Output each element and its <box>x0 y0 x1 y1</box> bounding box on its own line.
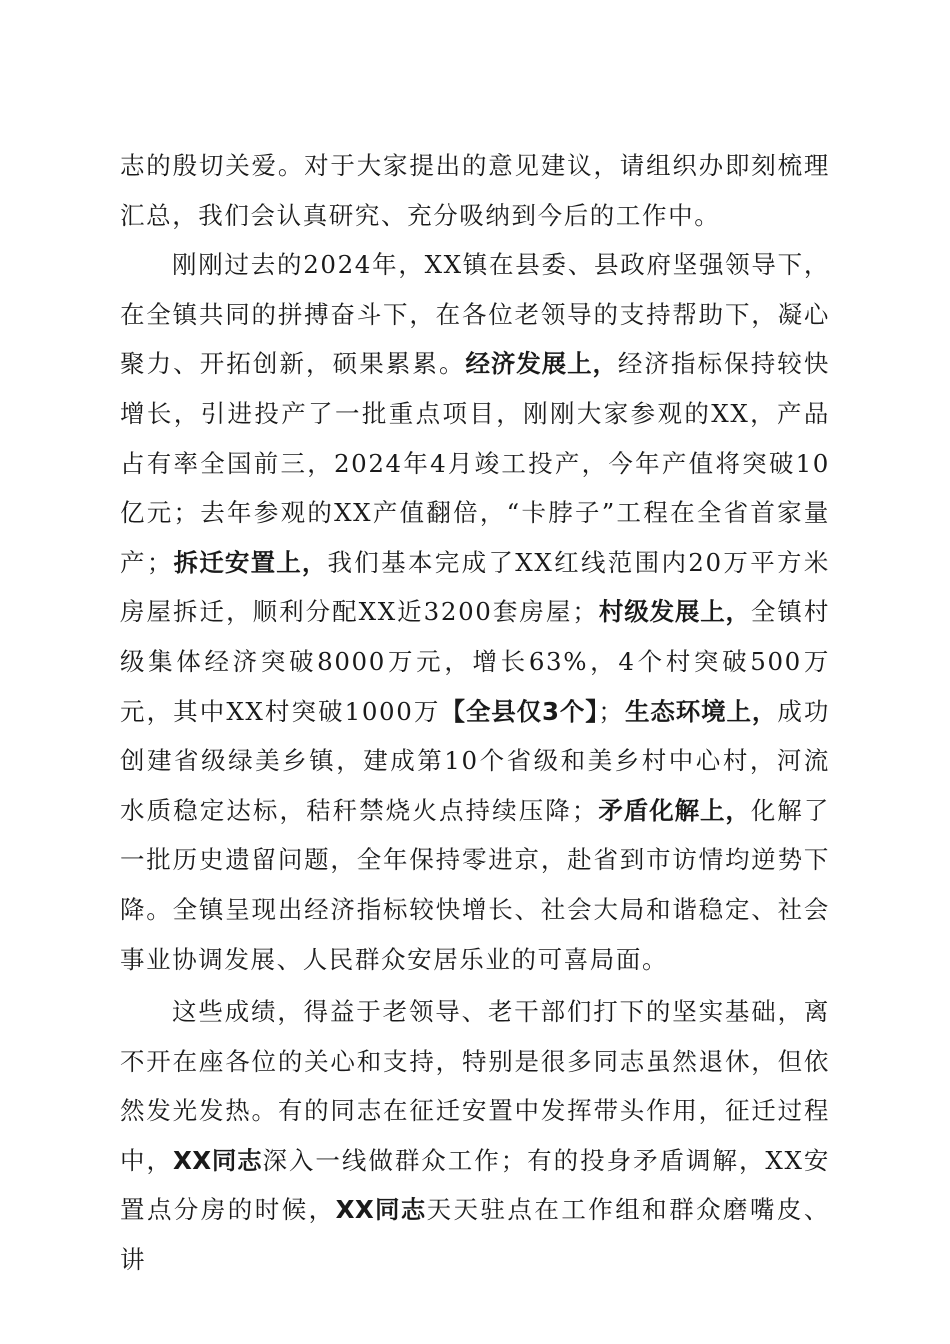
text-run: 这些成绩，得益于老领导、老干部们打下的坚实基础，离不开在座各位的关心和支持，特别是很多同志虽然退休，但依然发光发热。有的同志在征迁安置中发挥带头作用，征迁过程中， <box>120 997 830 1175</box>
bold-heading-run: 拆迁安置上， <box>172 547 328 577</box>
text-run: 深入一线做群众工作；有的投身矛盾调解，XX安置点分房的时候， <box>120 1145 830 1225</box>
bold-heading-run: XX同志 <box>335 1195 427 1225</box>
bold-heading-run: 【全县仅3个】 <box>440 696 599 726</box>
text-run: 成功创建省级绿美乡镇，建成第10个省级和美乡村中心村，河流水质稳定达标，秸秆禁烧火点持续压降； <box>120 696 830 825</box>
bold-heading-run: XX同志 <box>172 1145 263 1175</box>
bold-heading-run: 生态环境上， <box>624 696 778 726</box>
document-body <box>120 141 830 1285</box>
paragraph <box>120 240 830 984</box>
bold-heading-run: 经济发展上， <box>465 349 618 379</box>
text-run: 全镇村级集体经济突破8000万元，增长63%，4个村突破500万元，其中XX村突破1000万 <box>120 597 830 726</box>
text-run: 刚刚过去的2024年，XX镇在县委、县政府坚强领导下，在全镇共同的拼搏奋斗下，在各位老领导的支持帮助下，凝心聚力、开拓创新，硕果累累。 <box>120 250 830 379</box>
bold-heading-run: 村级发展上， <box>598 597 751 627</box>
bold-heading-run: 矛盾化解上， <box>597 795 751 825</box>
paragraph <box>120 987 830 1285</box>
text-run: 天天驻点在工作组和群众磨嘴皮、讲 <box>120 1195 830 1275</box>
text-run: 志的殷切关爱。对于大家提出的意见建议，请组织办即刻梳理汇总，我们会认真研究、充分吸纳到今后的工作中。 <box>120 151 830 230</box>
text-run: ； <box>598 696 625 726</box>
text-run: 化解了一批历史遗留问题，全年保持零进京，赴省到市访情均逆势下降。全镇呈现出经济指标较快增长、社会大局和谐稳定、社会事业协调发展、人民群众安居乐业的可喜局面。 <box>120 795 830 974</box>
text-run: 我们基本完成了XX红线范围内20万平方米房屋拆迁，顺利分配XX近3200套房屋； <box>120 547 830 627</box>
paragraph <box>120 141 830 240</box>
text-run: 经济指标保持较快增长，引进投产了一批重点项目，刚刚大家参观的XX，产品占有率全国前三，2024年4月竣工投产，今年产值将突破10亿元；去年参观的XX产值翻倍，“卡脖子”工程在全省首家量产； <box>120 349 830 577</box>
